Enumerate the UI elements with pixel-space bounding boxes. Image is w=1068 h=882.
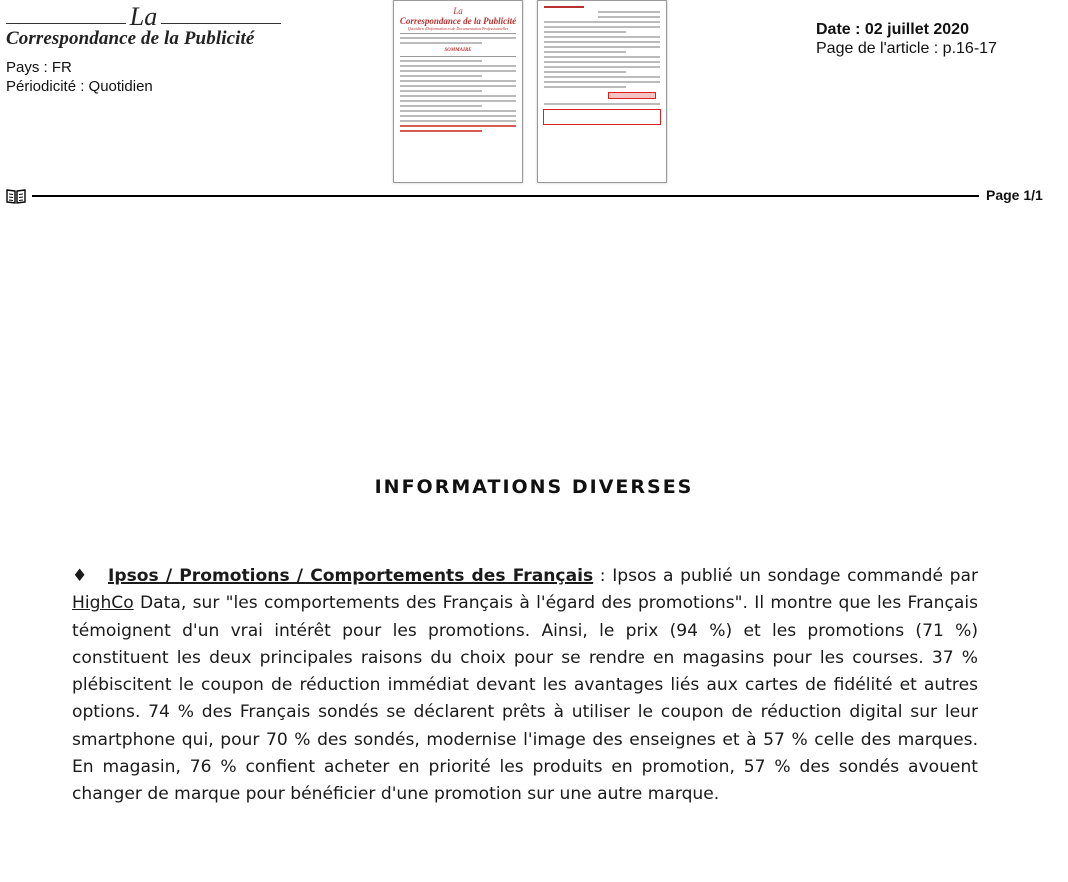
publication-meta — [6, 58, 153, 96]
thumbnail-text-line — [400, 105, 482, 107]
thumbnail-text-line — [400, 95, 516, 97]
thumbnail-text-line — [400, 100, 516, 102]
thumbnail-text-line — [400, 85, 516, 87]
thumbnail-text-line — [544, 26, 660, 28]
article-headline: Ipsos / Promotions / Comportements des Français — [108, 566, 594, 586]
thumbnail-highlight-small — [608, 92, 656, 99]
thumbnail-title: Correspondance de la Publicité — [399, 16, 517, 26]
thumbnail-text-line — [598, 16, 660, 18]
thumbnail-text-line — [544, 86, 626, 88]
thumbnail-subtitle: Quotidien d'Information et de Documentation Professionnelles — [407, 26, 509, 31]
thumbnail-text-line — [544, 61, 660, 63]
thumbnail-text-line — [598, 11, 660, 13]
thumbnail-text-line — [400, 75, 482, 77]
masthead-logo — [6, 4, 281, 50]
thumbnail-text-line — [544, 66, 660, 68]
thumbnail-text-line — [400, 37, 516, 39]
frequency-line: Périodicité : Quotidien — [6, 78, 153, 95]
thumbnail-text-line — [400, 65, 516, 67]
thumbnail-text-line — [400, 70, 516, 72]
thumbnail-text-line — [400, 42, 482, 44]
thumbnail-text-line — [400, 60, 482, 62]
thumbnail-text-line — [400, 115, 516, 117]
country-line: Pays : FR — [6, 59, 72, 76]
page-thumbnail-article[interactable] — [537, 0, 667, 183]
thumbnail-rule — [400, 33, 516, 34]
thumbnail-text-line — [400, 80, 516, 82]
article-body — [72, 563, 978, 809]
masthead-la: La — [129, 2, 158, 31]
thumbnail-text-line — [400, 125, 516, 127]
thumbnail-text-line — [544, 41, 660, 43]
masthead-rule-left — [6, 23, 126, 24]
thumbnail-rule — [400, 56, 516, 57]
thumbnail-header-line — [544, 6, 584, 8]
highco-link[interactable]: HighCo — [72, 593, 134, 614]
date-block — [816, 20, 997, 58]
article-text-main: Data, sur "les comportements des Français à l'égard des promotions". Il montre que les Français témoignent d'un vrai intérêt pour les promotions. Ainsi, le prix (94 %) et les promotions (71 %) constituent les deux principales raisons du choix pour se rendre en magasins pour les courses. 37 % plébiscitent le coupon de réduction immédiat devant les avantages liés aux cartes de fidélité et autres options. 74 % des Français sondés se déclarent prêts à utiliser le coupon de réduction digital sur leur smartphone qui, pour 70 % des sondés, modernise l'image des enseignes et à 57 % celle des marques. En magasin, 76 % confient acheter en priorité les produits en promotion, 57 % des sondés avouent changer de marque pour bénéficier d'une promotion sur une autre marque. — [72, 593, 978, 805]
thumbnail-text-line — [544, 21, 660, 23]
masthead-rule-right — [161, 23, 281, 24]
thumbnail-text-line — [544, 56, 660, 58]
thumbnail-la: La — [453, 6, 463, 16]
diamond-bullet-icon: ♦ — [72, 566, 88, 586]
thumbnail-text-line — [544, 103, 660, 105]
thumbnail-text-line — [544, 46, 660, 48]
thumbnail-sommaire: SOMMAIRE — [444, 48, 472, 53]
thumbnail-article-highlight — [543, 109, 661, 125]
page-thumbnail-cover[interactable] — [393, 0, 523, 183]
thumbnail-text-line — [544, 51, 626, 53]
headline-separator: : — [593, 566, 613, 586]
thumbnail-text-line — [544, 76, 660, 78]
thumbnail-text-line — [544, 81, 660, 83]
book-icon — [6, 188, 26, 204]
section-title: INFORMATIONS DIVERSES — [374, 476, 694, 498]
thumbnail-text-line — [400, 110, 516, 112]
thumbnail-text-line — [400, 90, 482, 92]
thumbnail-text-line — [544, 71, 626, 73]
masthead-name: Correspondance de la Publicité — [6, 28, 255, 49]
thumbnail-text-line — [544, 36, 660, 38]
article-date: Date : 02 juillet 2020 — [816, 21, 969, 38]
header-divider — [32, 195, 979, 197]
article-pages: Page de l'article : p.16-17 — [816, 40, 997, 57]
article-text-intro: Ipsos a publié un sondage commandé par — [612, 566, 978, 586]
thumbnail-text-line — [400, 120, 516, 122]
thumbnail-text-line — [544, 31, 626, 33]
thumbnail-text-line — [400, 130, 482, 132]
page-indicator: Page 1/1 — [986, 187, 1043, 203]
